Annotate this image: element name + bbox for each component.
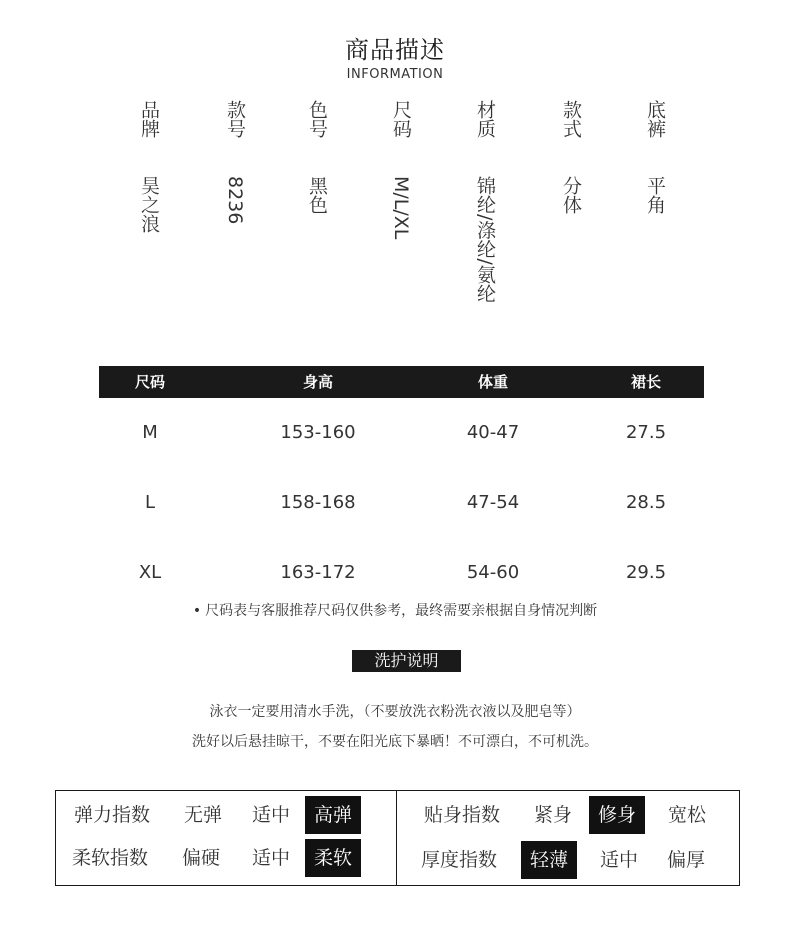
index-option: 宽松 xyxy=(668,804,707,826)
header-height: 身高 xyxy=(302,373,333,391)
cell-size: L xyxy=(144,492,156,513)
elasticity-index xyxy=(56,795,396,835)
attribute-label: 材质 xyxy=(474,100,496,138)
index-option: 适中 xyxy=(600,849,639,871)
index-option: 无弹 xyxy=(184,804,223,826)
index-label: 弹力指数 xyxy=(74,804,151,826)
attribute-value: 昊之浪 xyxy=(138,176,160,233)
thickness-index xyxy=(397,840,741,880)
attribute-color xyxy=(297,100,337,214)
bullet-icon: • xyxy=(192,603,202,619)
cell-length: 28.5 xyxy=(625,492,667,513)
cell-height: 153-160 xyxy=(280,422,356,443)
wash-instruction-2: 洗好以后悬挂晾干，不要在阳光底下暴晒！不可漂白，不可机洗。 xyxy=(192,734,598,750)
attribute-label: 底裤 xyxy=(644,100,666,138)
attribute-value: M/L/XL xyxy=(390,176,412,240)
attribute-label: 色号 xyxy=(306,100,328,138)
section-subtitle: INFORMATION xyxy=(346,67,444,82)
fit-index xyxy=(397,795,741,835)
index-option-selected: 修身 xyxy=(589,796,645,834)
index-option: 偏厚 xyxy=(667,849,706,871)
index-option-selected: 轻薄 xyxy=(521,841,577,879)
wash-title: 洗护说明 xyxy=(352,650,461,672)
size-note-text: 尺码表与客服推荐尺码仅供参考，最终需要亲根据自身情况判断 xyxy=(205,603,598,619)
size-table-header xyxy=(99,366,704,398)
table-row xyxy=(99,398,704,468)
attribute-value: 平角 xyxy=(644,176,666,214)
index-option: 适中 xyxy=(252,847,291,869)
index-option-selected: 高弹 xyxy=(305,796,361,834)
cell-size: XL xyxy=(138,562,162,583)
attribute-label: 尺码 xyxy=(390,100,412,138)
section-title: 商品描述 xyxy=(345,36,445,64)
attribute-label: 品牌 xyxy=(138,100,160,138)
attribute-value: 黑色 xyxy=(306,176,328,214)
attribute-label: 款式 xyxy=(560,100,582,138)
cell-height: 158-168 xyxy=(280,492,356,513)
cell-weight: 40-47 xyxy=(466,422,520,443)
cell-weight: 54-60 xyxy=(466,562,520,583)
attribute-value: 锦纶/涤纶/氨纶 xyxy=(474,176,496,303)
attribute-value: 8236 xyxy=(224,176,246,225)
index-option-selected: 柔软 xyxy=(305,839,361,877)
attribute-brand xyxy=(129,100,169,233)
attribute-value: 分体 xyxy=(560,176,582,214)
cell-length: 27.5 xyxy=(625,422,667,443)
cell-length: 29.5 xyxy=(625,562,667,583)
header-size: 尺码 xyxy=(134,373,165,391)
wash-instruction-1: 泳衣一定要用清水手洗，（不要放洗衣粉洗衣液以及肥皂等） xyxy=(209,704,581,720)
attribute-label: 款号 xyxy=(224,100,246,138)
size-table xyxy=(99,366,704,608)
cell-weight: 47-54 xyxy=(466,492,520,513)
cell-size: M xyxy=(142,422,158,443)
attribute-style-number xyxy=(215,100,255,224)
index-option: 适中 xyxy=(252,804,291,826)
index-label: 柔软指数 xyxy=(72,847,149,869)
index-label: 贴身指数 xyxy=(424,804,501,826)
index-option: 紧身 xyxy=(534,804,573,826)
softness-index xyxy=(56,838,396,878)
attribute-material xyxy=(465,100,505,303)
index-label: 厚度指数 xyxy=(421,849,498,871)
size-note xyxy=(0,600,790,620)
attribute-bottom xyxy=(635,100,675,214)
table-row xyxy=(99,468,704,538)
index-box xyxy=(55,790,740,886)
cell-height: 163-172 xyxy=(280,562,356,583)
attribute-style xyxy=(551,100,591,214)
table-row xyxy=(99,538,704,608)
index-option: 偏硬 xyxy=(182,847,221,869)
header-weight: 体重 xyxy=(477,373,508,391)
attribute-size xyxy=(381,100,421,239)
header-length: 裙长 xyxy=(630,373,661,391)
